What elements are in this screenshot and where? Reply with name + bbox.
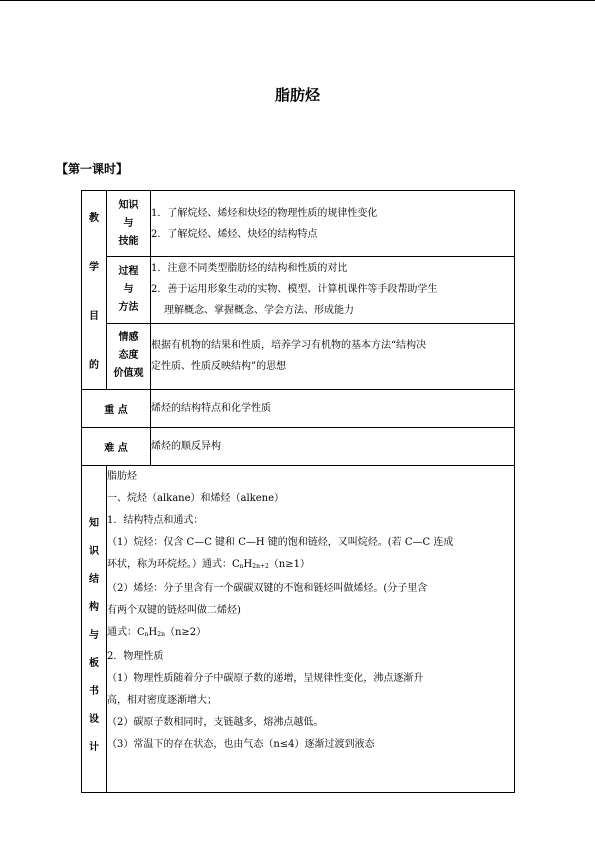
physical-property-line: （3）常温下的存在状态，也由气态（n≤4）逐渐过渡到液态 [107,739,375,750]
objectives-label-char: 教 [89,213,99,224]
process-item: 1．注意不同类型脂肪烃的结构和性质的对比 [151,263,348,275]
formula-c-sub: n [144,631,149,638]
difficulty-text: 烯烃的顺反异构 [151,428,515,466]
formula-condition: （n≥2） [164,627,207,638]
knowledge-item: 2．了解烷烃、烯烃、炔烃的结构特点 [151,228,318,240]
attitude-label-line: 价值观 [113,368,144,380]
board-label-char: 与 [89,630,99,641]
formula-h: H [148,627,158,638]
page-title: 脂肪烃 [274,86,320,104]
board-label-char: 计 [89,742,99,753]
board-label-char: 书 [89,686,99,697]
knowledge-label-line: 技能 [118,235,139,247]
board-label-char: 设 [89,714,99,725]
attitude-label-line: 情感 [118,332,139,344]
board-design-content [107,466,515,793]
formula-c-sub: n [239,563,244,570]
objectives-label-char: 学 [89,262,99,273]
lesson-plan-table [81,190,515,793]
formula-h: H [243,559,253,570]
alkane-formula-prefix: 环状，称为环烷烃。）通式： [107,559,232,570]
formula-c: C [137,627,145,638]
board-design-label [82,466,107,793]
objective-knowledge-row [82,191,515,257]
board-subsection: 1．结构特点和通式： [107,515,204,526]
board-subsection: 2．物理性质 [107,651,164,662]
key-point-row [82,390,515,428]
board-label-char: 构 [89,602,99,613]
objectives-label [82,191,107,390]
attitude-line: 定性质、性质反映结构”的思想 [151,361,287,373]
alkene-formula-line [107,622,514,646]
objectives-label-char: 的 [89,360,99,371]
board-label-char: 板 [89,658,99,669]
process-item: 2．善于运用形象生动的实物、模型、计算机课件等手段帮助学生 [151,284,438,296]
lesson-label: 【第一课时】 [56,162,129,176]
formula-h-sub: 2n+2 [252,563,269,570]
difficulty-label: 难 点 [82,428,151,466]
attitude-content [151,323,515,389]
key-point-text: 烯烃的结构特点和化学性质 [151,390,515,428]
board-label-char: 结 [89,574,99,585]
board-heading: 脂肪烃 [107,471,137,482]
process-label-line: 过程 [118,265,139,277]
physical-property-line: （1）物理性质随着分子中碳原子数的递增，呈规律性变化，沸点逐渐升 [107,673,424,684]
process-content [151,257,515,323]
formula-condition: （n≥1） [268,559,310,570]
knowledge-content [151,191,515,257]
board-design-row [82,466,515,793]
board-section: 一、烷烃（alkane）和烯烃（alkene） [107,493,285,504]
physical-property-line: 高，相对密度逐渐增大； [107,695,217,706]
formula-c: C [232,559,240,570]
key-point-label: 重 点 [82,390,151,428]
alkene-formula-prefix: 通式： [107,627,137,638]
objective-process-row [82,257,515,323]
attitude-label-line: 态度 [118,350,139,362]
objectives-label-char: 目 [89,311,99,322]
knowledge-label-line: 知识 [118,199,139,211]
objective-attitude-row [82,323,515,389]
physical-property-line: （2）碳原子数相同时，支链越多，熔沸点越低。 [107,717,324,728]
process-label-line: 与 [123,283,134,295]
attitude-label [107,323,151,389]
alkene-formula [137,627,206,638]
knowledge-label [107,191,151,257]
alkane-definition-line: （1）烷烃：仅含 C—C 键和 C—H 键的饱和链烃，又叫烷烃。(若 C—C 连成 [107,537,454,548]
board-label-char: 知 [89,518,99,529]
process-item-continuation: 理解概念、掌握概念、学会方法、形成能力 [164,305,354,317]
attitude-line: 根据有机物的结果和性质，培养学习有机物的基本方法“结构决 [151,340,427,352]
alkene-definition-line: 有两个双键的链烃叫做二烯烃) [107,605,241,616]
board-label-char: 识 [89,546,99,557]
difficulty-row [82,428,515,466]
alkane-formula [232,559,310,570]
process-label-line: 方法 [118,301,139,313]
top-rule [0,0,595,1]
process-label [107,257,151,323]
alkene-definition-line: （2）烯烃：分子里含有一个碳碳双键的不饱和链烃叫做烯烃。(分子里含 [107,583,428,594]
formula-h-sub: 2n [157,631,165,638]
knowledge-label-line: 与 [123,217,134,229]
knowledge-item: 1．了解烷烃、烯烃和炔烃的物理性质的规律性变化 [151,207,378,219]
alkane-definition-line [107,554,514,578]
